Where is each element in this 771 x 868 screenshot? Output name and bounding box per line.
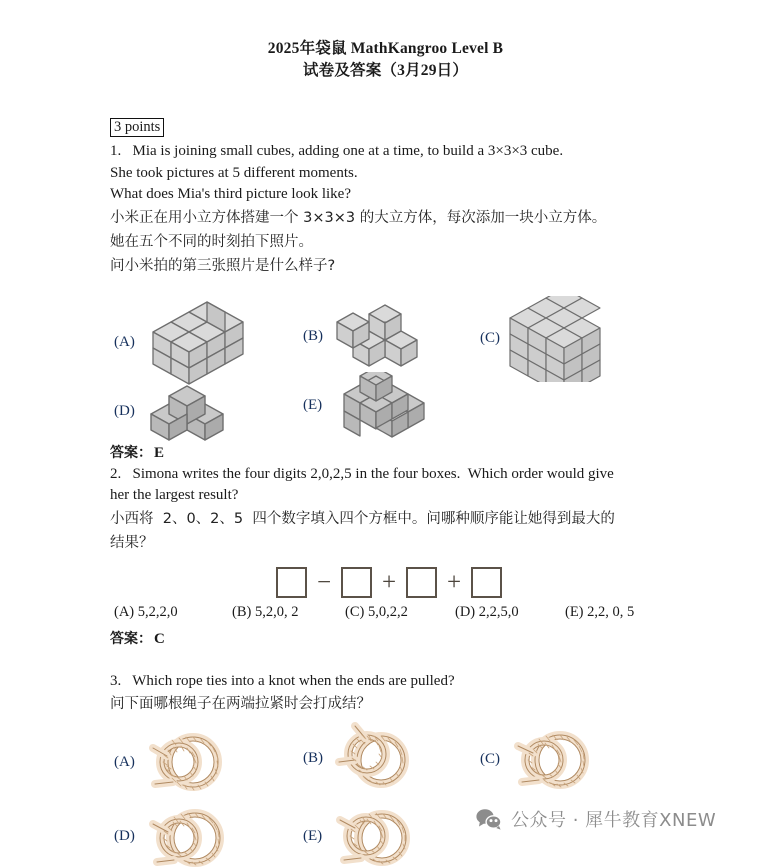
q2-cn-line-1: 小西将 2、0、2、5 四个数字填入四个方框中。问哪种顺序能让她得到最大的	[110, 507, 668, 531]
q1-answer-label: 答案：	[110, 445, 152, 461]
q1-option-d[interactable]	[114, 382, 241, 442]
q1-options-row-2	[110, 368, 668, 440]
q1-answer-value: E	[154, 445, 164, 461]
q2-answer	[110, 628, 668, 650]
q1-option-d-label: (D)	[114, 403, 135, 420]
q3-option-a[interactable]	[114, 726, 231, 798]
cube-figure-e	[328, 372, 438, 440]
q1-cn-line-1: 小米正在用小立方体搭建一个 3×3×3 的大立方体，每次添加一块小立方体。	[110, 206, 668, 230]
q3-option-d-label: (D)	[114, 828, 135, 845]
q1-answer	[110, 442, 668, 464]
q1-option-a-label: (A)	[114, 334, 135, 351]
q2-choice-b[interactable]: (B) 5,2,0, 2	[232, 604, 298, 621]
q2-choice-c[interactable]: (C) 5,0,2,2	[345, 604, 408, 621]
title-line-2: 试卷及答案（3月29日）	[0, 60, 771, 81]
cube-figure-d	[141, 382, 241, 442]
q1-option-b[interactable]	[303, 304, 437, 370]
question-3	[110, 671, 668, 868]
q1-options-row-1	[110, 278, 668, 368]
q1-option-c-label: (C)	[480, 330, 500, 347]
q3-options-row-1	[110, 716, 668, 800]
q2-answer-value: C	[154, 631, 165, 647]
q2-digit-box-2[interactable]	[341, 567, 372, 598]
rope-figure-a	[141, 726, 231, 798]
q3-en-line-1: 3. Which rope ties into a knot when the ends are pulled?	[110, 671, 668, 693]
q2-choice-d[interactable]: (D) 2,2,5,0	[455, 604, 519, 621]
q2-choice-a[interactable]: (A) 5,2,2,0	[114, 604, 178, 621]
document-body	[110, 118, 668, 868]
q3-option-e-label: (E)	[303, 828, 322, 845]
watermark	[476, 806, 716, 832]
q3-option-b[interactable]	[303, 720, 419, 796]
q2-en-line-2: her the largest result?	[110, 485, 668, 507]
q2-choices	[110, 604, 668, 626]
q2-en-line-1: 2. Simona writes the four digits 2,0,2,5 in the four boxes. Which order would give	[110, 464, 668, 486]
wechat-icon	[476, 808, 502, 830]
watermark-text: 公众号 · 犀牛教育XNEW	[511, 806, 716, 832]
q3-option-d[interactable]	[114, 804, 231, 868]
q1-en-line-1: 1. Mia is joining small cubes, adding one at a time, to build a 3×3×3 cube.	[110, 141, 668, 163]
q2-choice-e[interactable]: (E) 2,2, 0, 5	[565, 604, 634, 621]
q2-operator-1: −	[316, 570, 332, 595]
q1-en-line-3: What does Mia's third picture look like?	[110, 184, 668, 206]
q2-cn-line-2: 结果？	[110, 531, 668, 555]
q1-cn-line-2: 她在五个不同的时刻拍下照片。	[110, 230, 668, 254]
section-points-badge: 3 points	[110, 118, 164, 137]
q2-answer-label: 答案：	[110, 631, 152, 647]
question-2	[110, 464, 668, 650]
rope-figure-e	[328, 804, 418, 868]
title-line-1: 2025年袋鼠 MathKangroo Level B	[268, 40, 503, 57]
q2-operator-3: +	[446, 570, 462, 595]
q3-option-c[interactable]	[480, 722, 596, 796]
q1-cn-line-3: 问小米拍的第三张照片是什么样子?	[110, 254, 668, 278]
q1-en-line-2: She took pictures at 5 different moments.	[110, 163, 668, 185]
question-1	[110, 141, 668, 464]
q3-option-b-label: (B)	[303, 750, 323, 767]
q2-operator-2: +	[381, 570, 397, 595]
q1-option-b-label: (B)	[303, 328, 323, 345]
rope-figure-b	[329, 720, 419, 796]
q2-digit-box-1[interactable]	[276, 567, 307, 598]
q1-option-e[interactable]	[303, 372, 438, 440]
rope-figure-c	[506, 722, 596, 796]
q2-digit-box-3[interactable]	[406, 567, 437, 598]
q3-option-c-label: (C)	[480, 751, 500, 768]
q2-formula	[110, 567, 668, 598]
q3-cn-line-1: 问下面哪根绳子在两端拉紧时会打成结？	[110, 692, 668, 716]
page-title	[0, 0, 771, 81]
q3-option-e[interactable]	[303, 804, 418, 868]
cube-figure-b	[329, 304, 437, 370]
q1-option-e-label: (E)	[303, 397, 322, 414]
q3-option-a-label: (A)	[114, 754, 135, 771]
rope-figure-d	[141, 804, 231, 868]
q2-digit-box-4[interactable]	[471, 567, 502, 598]
